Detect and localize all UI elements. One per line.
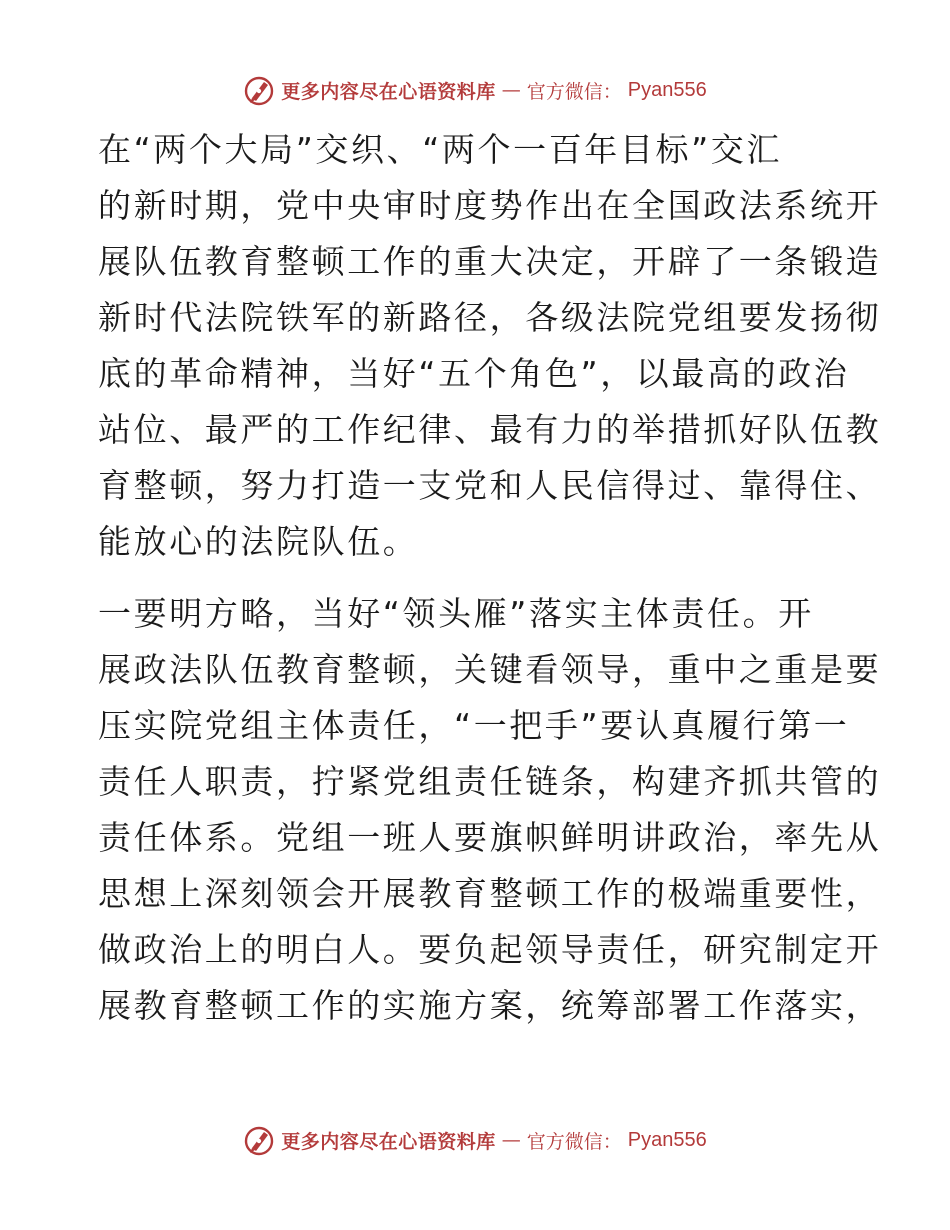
text-line: 展教育整顿工作的实施方案，统筹部署工作落实， <box>98 986 882 1025</box>
watermark-contact-label: 官方微信： <box>526 80 622 103</box>
text-line: 底的革命精神，当好“五个角色”，以最高的政治 <box>98 354 850 393</box>
watermark-brand: 更多内容尽在心语资料库 <box>281 80 496 103</box>
watermark-contact-id: Pyan556 <box>627 78 707 101</box>
text-line: 做政治上的明白人。要负起领导责任，研究制定开 <box>98 930 882 969</box>
text-line: 的新时期，党中央审时度势作出在全国政法系统开 <box>98 186 882 225</box>
text-line: 能放心的法院队伍。 <box>98 522 419 561</box>
text-line: 育整顿，努力打造一支党和人民信得过、靠得住、 <box>98 466 882 505</box>
text-line: 压实院党组主体责任，“一把手”要认真履行第一 <box>98 706 850 745</box>
text-line: 新时代法院铁军的新路径，各级法院党组要发扬彻 <box>98 298 882 337</box>
paragraph-2 <box>98 586 882 1034</box>
watermark-contact-label: 官方微信： <box>526 1130 622 1153</box>
text-line: 责任人职责，拧紧党组责任链条，构建齐抓共管的 <box>98 762 882 801</box>
paragraph-1 <box>98 122 882 570</box>
text-line: 在“两个大局”交织、“两个一百年目标”交汇 <box>98 130 782 169</box>
text-line: 站位、最严的工作纪律、最有力的举措抓好队伍教 <box>98 410 882 449</box>
text-line: 展队伍教育整顿工作的重大决定，开辟了一条锻造 <box>98 242 882 281</box>
footer-watermark <box>0 1120 950 1160</box>
document-body <box>98 122 882 1034</box>
pen-nib-logo-icon <box>243 1124 275 1156</box>
watermark-separator: — <box>501 1129 521 1151</box>
text-line: 责任体系。党组一班人要旗帜鲜明讲政治，率先从 <box>98 818 882 857</box>
text-line: 一要明方略，当好“领头雁”落实主体责任。开 <box>98 594 814 633</box>
text-line: 展政法队伍教育整顿，关键看领导，重中之重是要 <box>98 650 882 689</box>
watermark-contact-id: Pyan556 <box>627 1128 707 1151</box>
header-watermark <box>0 70 950 110</box>
watermark-separator: — <box>501 79 521 101</box>
text-line: 思想上深刻领会开展教育整顿工作的极端重要性， <box>98 874 882 913</box>
pen-nib-logo-icon <box>243 74 275 106</box>
watermark-brand: 更多内容尽在心语资料库 <box>281 1130 496 1153</box>
